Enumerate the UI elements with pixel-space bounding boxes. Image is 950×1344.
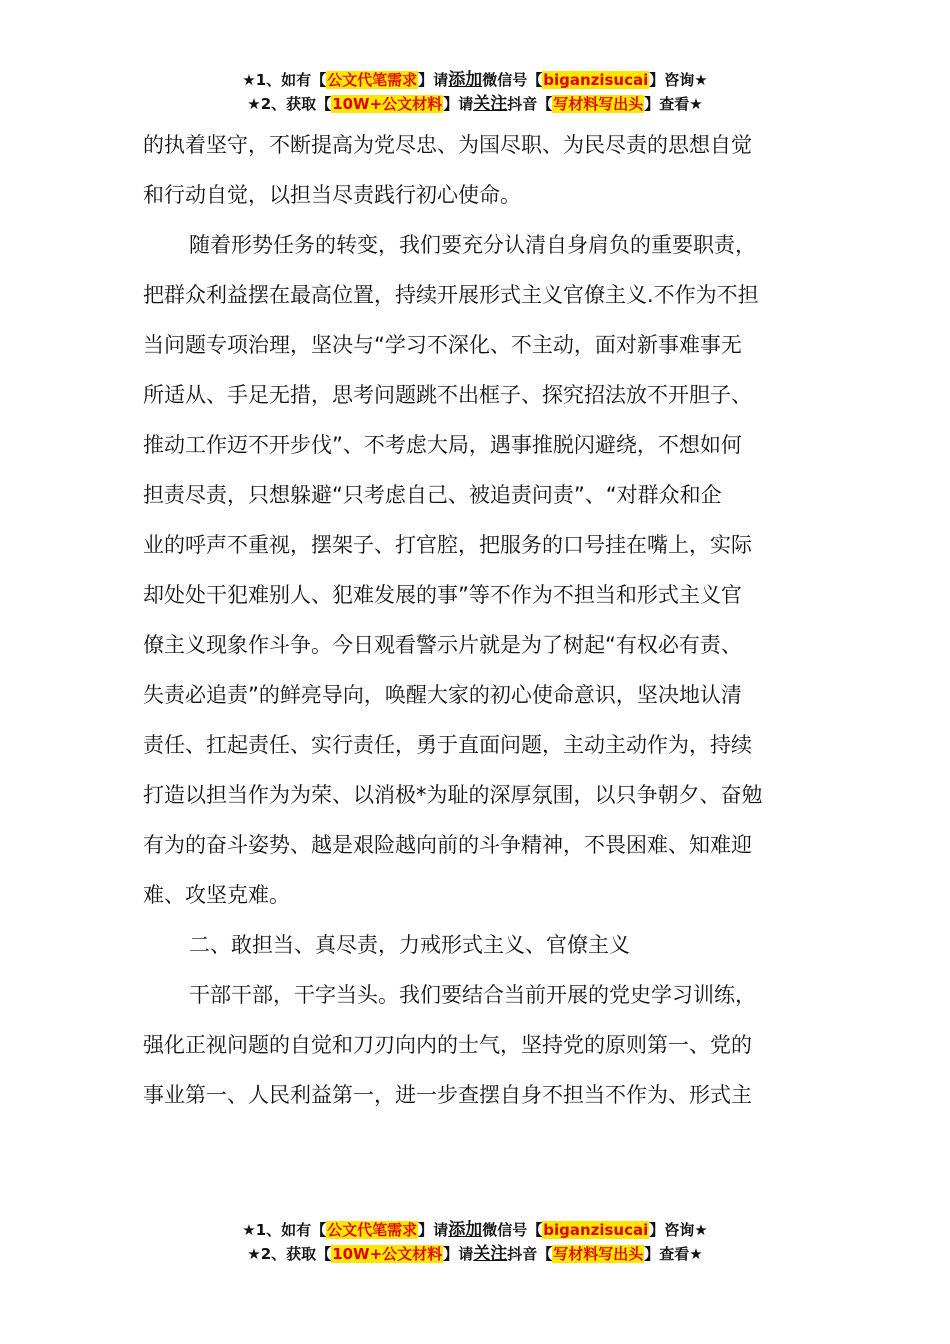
highlight-wechat-id: biganzisucai bbox=[543, 1221, 649, 1239]
banner-text: 】请 bbox=[418, 1221, 449, 1239]
text-line: 把群众利益摆在最高位置，持续开展形式主义官僚主义.不作为不担 bbox=[143, 283, 759, 307]
text-line: 和行动自觉，以担当尽责践行初心使命。 bbox=[143, 183, 521, 207]
highlight-douyin-account: 写材料写出头 bbox=[553, 95, 644, 113]
highlight-materials: 10W+公文材料 bbox=[332, 95, 443, 113]
text-line: 业的呼声不重视，摆架子、打官腔，把服务的口号挂在嘴上，实际 bbox=[143, 533, 752, 557]
highlight-ghostwriting: 公文代笔需求 bbox=[327, 1221, 418, 1239]
footer-banner bbox=[0, 1218, 950, 1266]
banner-text: 】咨询★ bbox=[649, 1221, 708, 1239]
emphasis-follow: 关注 bbox=[473, 94, 508, 114]
banner-text: ★2、获取【 bbox=[247, 95, 332, 113]
text-line: 责任、扛起责任、实行责任，勇于直面问题，主动主动作为，持续 bbox=[143, 733, 752, 757]
text-line: 的执着坚守，不断提高为党尽忠、为国尽职、为民尽责的思想自觉 bbox=[143, 133, 752, 157]
highlight-wechat-id: biganzisucai bbox=[543, 71, 649, 89]
header-banner bbox=[0, 68, 950, 116]
text-line: 僚主义现象作斗争。今日观看警示片就是为了树起“有权必有责、 bbox=[143, 633, 742, 657]
banner-text: ★2、获取【 bbox=[247, 1245, 332, 1263]
banner-line-1 bbox=[0, 68, 950, 92]
banner-text: 微信号【 bbox=[482, 71, 543, 89]
banner-text: 抖音【 bbox=[507, 95, 553, 113]
banner-text: 】请 bbox=[418, 71, 449, 89]
highlight-materials: 10W+公文材料 bbox=[332, 1245, 443, 1263]
banner-text: ★1、如有【 bbox=[242, 1221, 327, 1239]
document-body bbox=[143, 120, 823, 1120]
text-line: 担责尽责，只想躲避“只考虑自己、被追责问责”、“对群众和企 bbox=[143, 483, 722, 507]
text-line: 推动工作迈不开步伐”、不考虑大局，遇事推脱闪避绕，不想如何 bbox=[143, 433, 742, 457]
section-heading: 二、敢担当、真尽责，力戒形式主义、官僚主义 bbox=[189, 933, 630, 957]
highlight-ghostwriting: 公文代笔需求 bbox=[327, 71, 418, 89]
banner-text: 】查看★ bbox=[644, 95, 703, 113]
banner-text: 】请 bbox=[443, 95, 474, 113]
text-line: 干部干部，干字当头。我们要结合当前开展的党史学习训练， bbox=[189, 983, 756, 1007]
banner-text: 抖音【 bbox=[507, 1245, 553, 1263]
banner-line-1 bbox=[0, 1218, 950, 1242]
text-line: 所适从、手足无措，思考问题跳不出框子、探究招法放不开胆子、 bbox=[143, 383, 752, 407]
text-line: 随着形势任务的转变，我们要充分认清自身肩负的重要职责， bbox=[189, 233, 756, 257]
emphasis-add: 添加 bbox=[448, 1220, 483, 1240]
banner-text: ★1、如有【 bbox=[242, 71, 327, 89]
emphasis-follow: 关注 bbox=[473, 1244, 508, 1264]
text-line: 当问题专项治理，坚决与“学习不深化、不主动，面对新事难事无 bbox=[143, 333, 742, 357]
text-line: 却处处干犯难别人、犯难发展的事”等不作为不担当和形式主义官 bbox=[143, 583, 742, 607]
text-line: 失责必追责”的鲜亮导向，唤醒大家的初心使命意识，坚决地认清 bbox=[143, 683, 742, 707]
banner-line-2 bbox=[0, 1242, 950, 1266]
banner-text: 微信号【 bbox=[482, 1221, 543, 1239]
text-line: 难、攻坚克难。 bbox=[143, 883, 290, 907]
text-line: 事业第一、人民利益第一，进一步查摆自身不担当不作为、形式主 bbox=[143, 1083, 752, 1107]
text-line: 打造以担当作为为荣、以消极*为耻的深厚氛围，以只争朝夕、奋勉 bbox=[143, 783, 763, 807]
banner-line-2 bbox=[0, 92, 950, 116]
banner-text: 】查看★ bbox=[644, 1245, 703, 1263]
text-line: 有为的奋斗姿势、越是艰险越向前的斗争精神，不畏困难、知难迎 bbox=[143, 833, 752, 857]
highlight-douyin-account: 写材料写出头 bbox=[553, 1245, 644, 1263]
text-line: 强化正视问题的自觉和刀刃向内的士气，坚持党的原则第一、党的 bbox=[143, 1033, 752, 1057]
banner-text: 】咨询★ bbox=[649, 71, 708, 89]
banner-text: 】请 bbox=[443, 1245, 474, 1263]
emphasis-add: 添加 bbox=[448, 70, 483, 90]
